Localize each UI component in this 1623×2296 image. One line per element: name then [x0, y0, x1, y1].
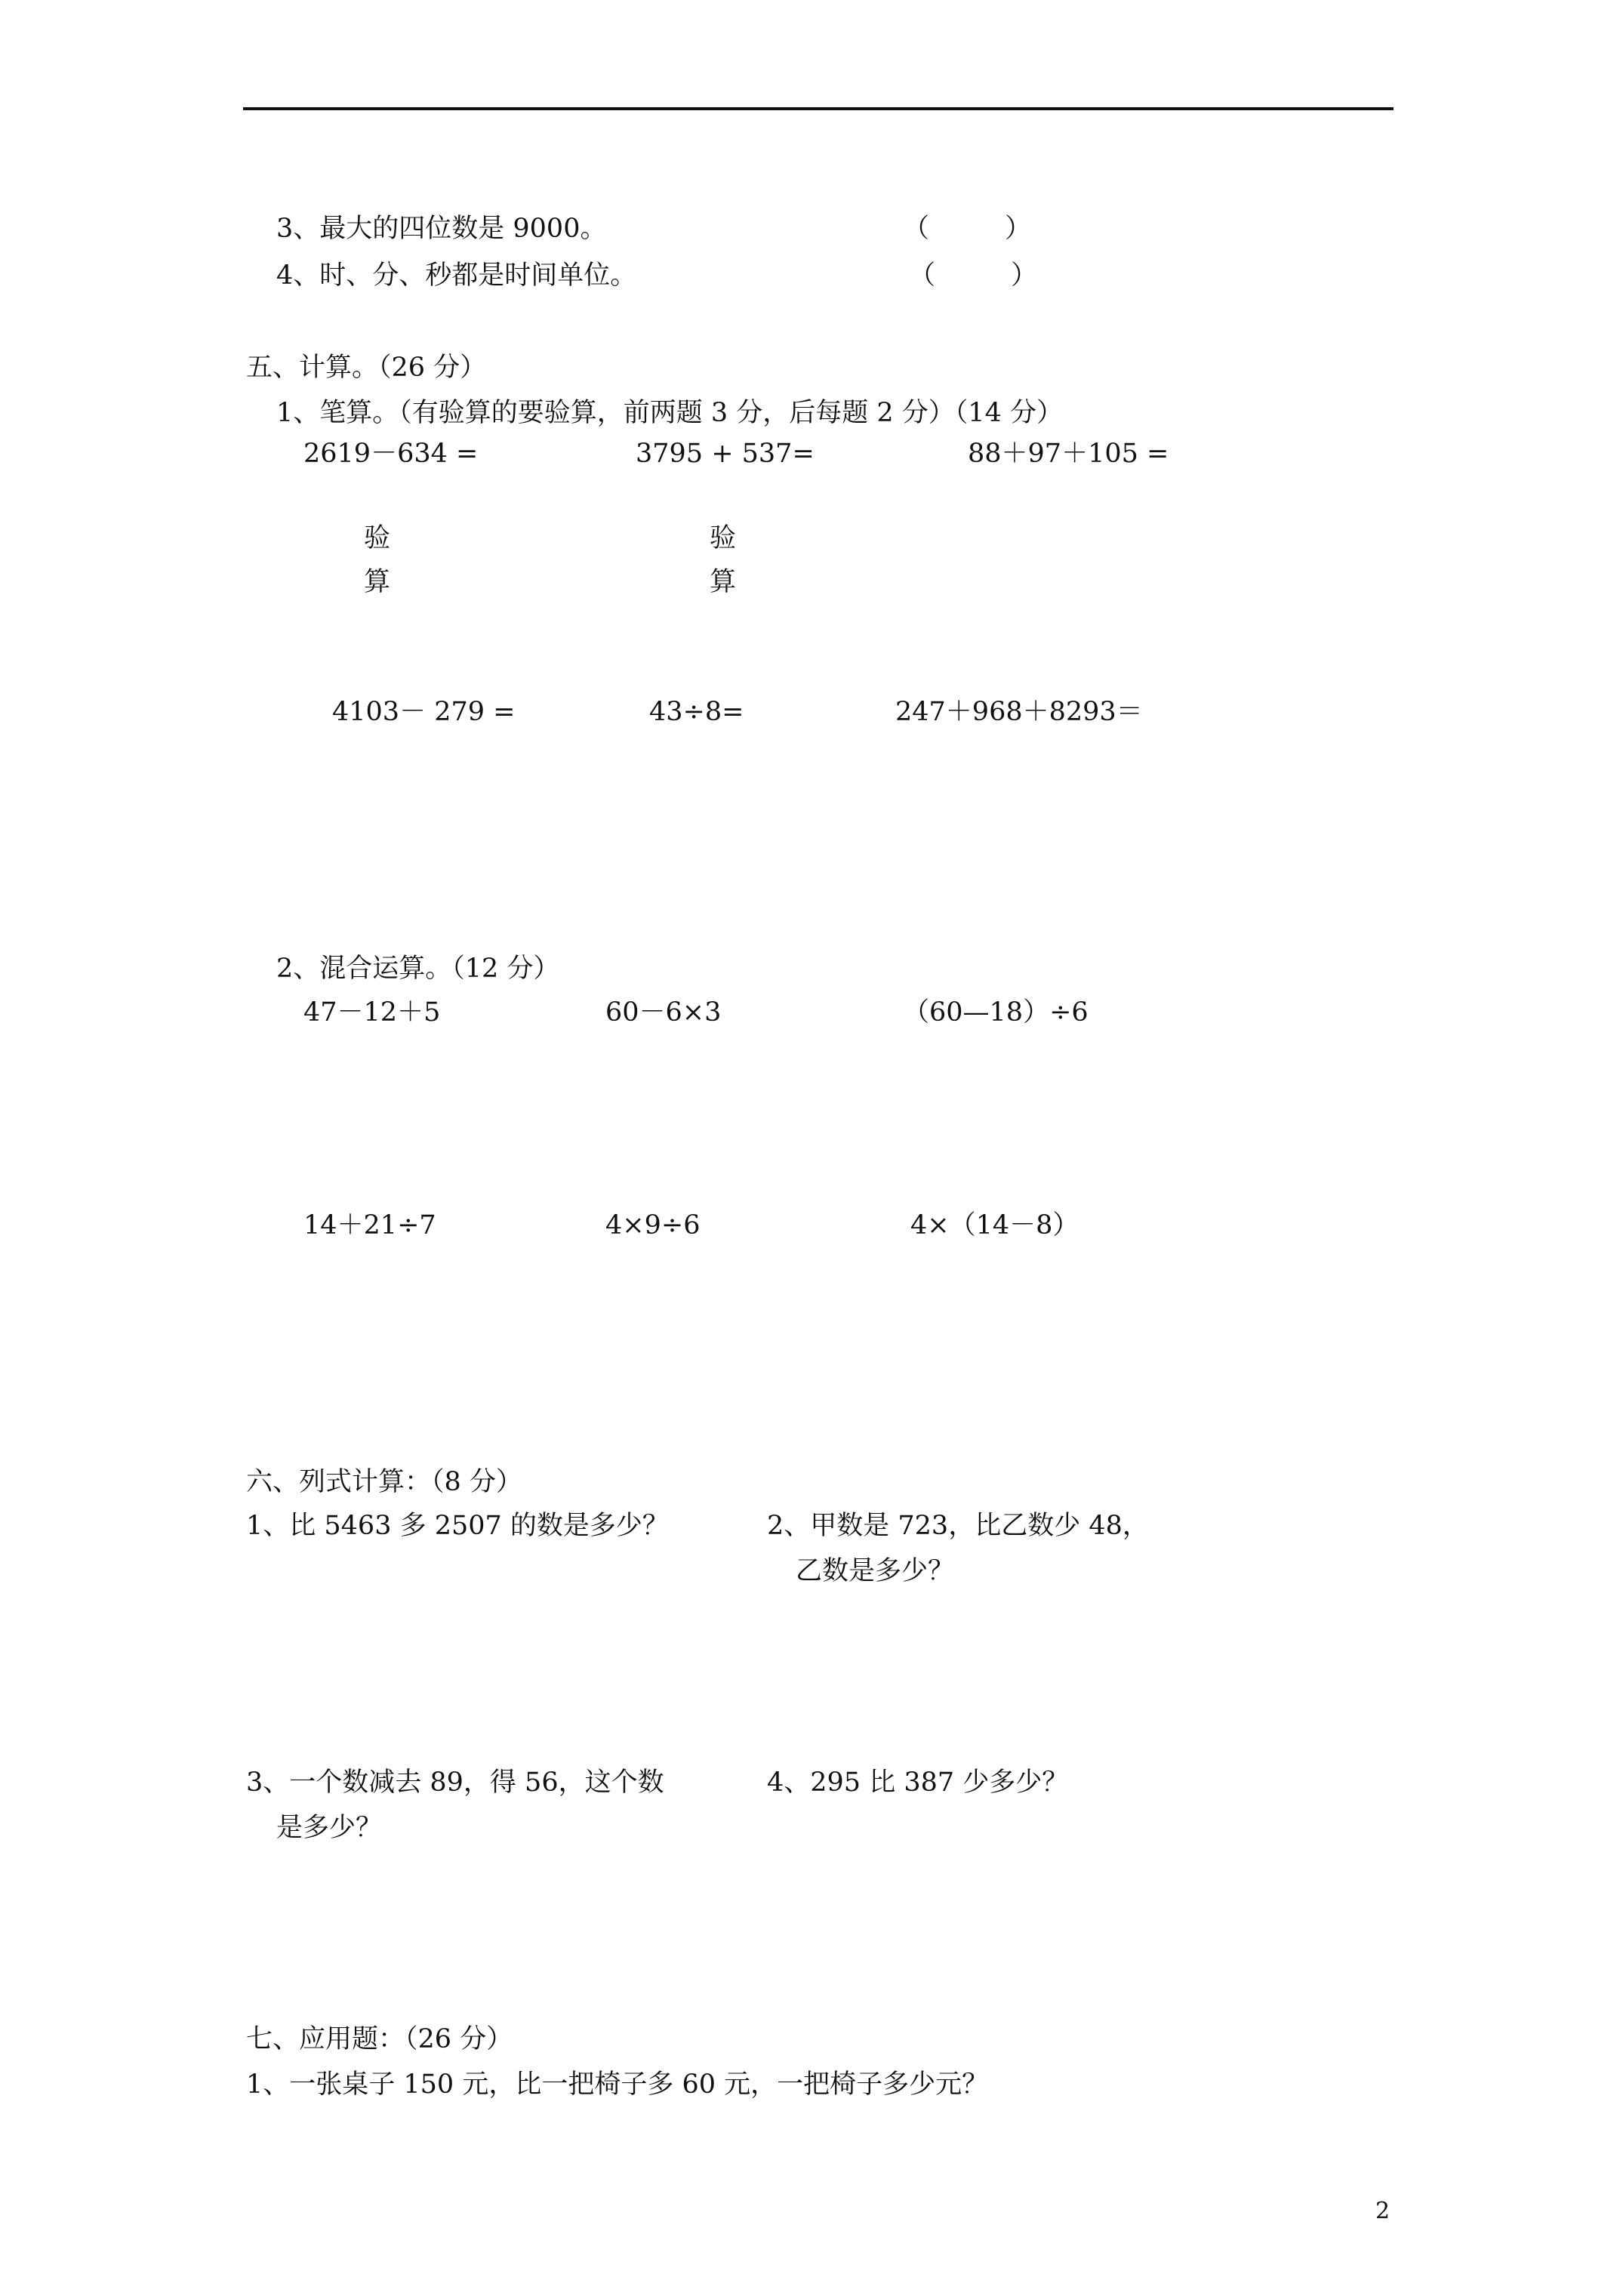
section-5-sub2: 2、混合运算。（12 分）	[276, 954, 560, 984]
section-6-title: 六、列式计算：（8 分）	[246, 1467, 522, 1497]
calc-item: 4×9÷6	[605, 1210, 701, 1240]
word-problem-3: 3、一个数减去 89，得 56，这个数	[246, 1767, 664, 1798]
check-label-top: 验	[710, 523, 737, 553]
word-problem-4: 4、295 比 387 少多少？	[767, 1767, 1069, 1798]
judge-question-3: 3、最大的四位数是 9000。	[276, 214, 607, 244]
calc-item: 88＋97＋105 =	[968, 439, 1169, 469]
application-problem-1: 1、一张桌子 150 元，比一把椅子多 60 元，一把椅子多少元？	[246, 2069, 989, 2100]
header-rule	[243, 107, 1394, 110]
calc-item: 4×（14－8）	[910, 1210, 1079, 1240]
word-problem-2: 2、甲数是 723，比乙数少 48，	[767, 1511, 1149, 1541]
calc-item: 247＋968＋8293＝	[895, 697, 1143, 727]
judge-question-4: 4、时、分、秒都是时间单位。	[276, 260, 637, 291]
section-7-title: 七、应用题：（26 分）	[246, 2024, 513, 2054]
check-label-bottom: 算	[710, 567, 737, 597]
word-problem-1: 1、比 5463 多 2507 的数是多少？	[246, 1511, 669, 1541]
section-5-sub1: 1、笔算。（有验算的要验算，前两题 3 分，后每题 2 分）（14 分）	[276, 398, 1063, 428]
answer-blank-3[interactable]: （ ）	[903, 214, 1032, 244]
page-number: 2	[1375, 2198, 1390, 2224]
word-problem-2-cont: 乙数是多少？	[796, 1556, 955, 1586]
calc-item: 43÷8=	[649, 697, 744, 727]
section-5-title: 五、计算。（26 分）	[246, 353, 487, 383]
calc-item: 3795 + 537=	[636, 439, 815, 469]
calc-item: 47－12＋5	[303, 997, 441, 1028]
answer-blank-4[interactable]: （ ）	[909, 260, 1038, 291]
calc-item: 60－6×3	[605, 997, 722, 1028]
calc-item: 4103－ 279 =	[332, 697, 516, 727]
calc-item: （60—18）÷6	[903, 997, 1089, 1028]
check-label-top: 验	[364, 523, 391, 553]
word-problem-3-cont: 是多少？	[276, 1813, 383, 1843]
check-label-bottom: 算	[364, 567, 391, 597]
calc-item: 2619－634 =	[303, 439, 479, 469]
calc-item: 14＋21÷7	[303, 1210, 436, 1240]
